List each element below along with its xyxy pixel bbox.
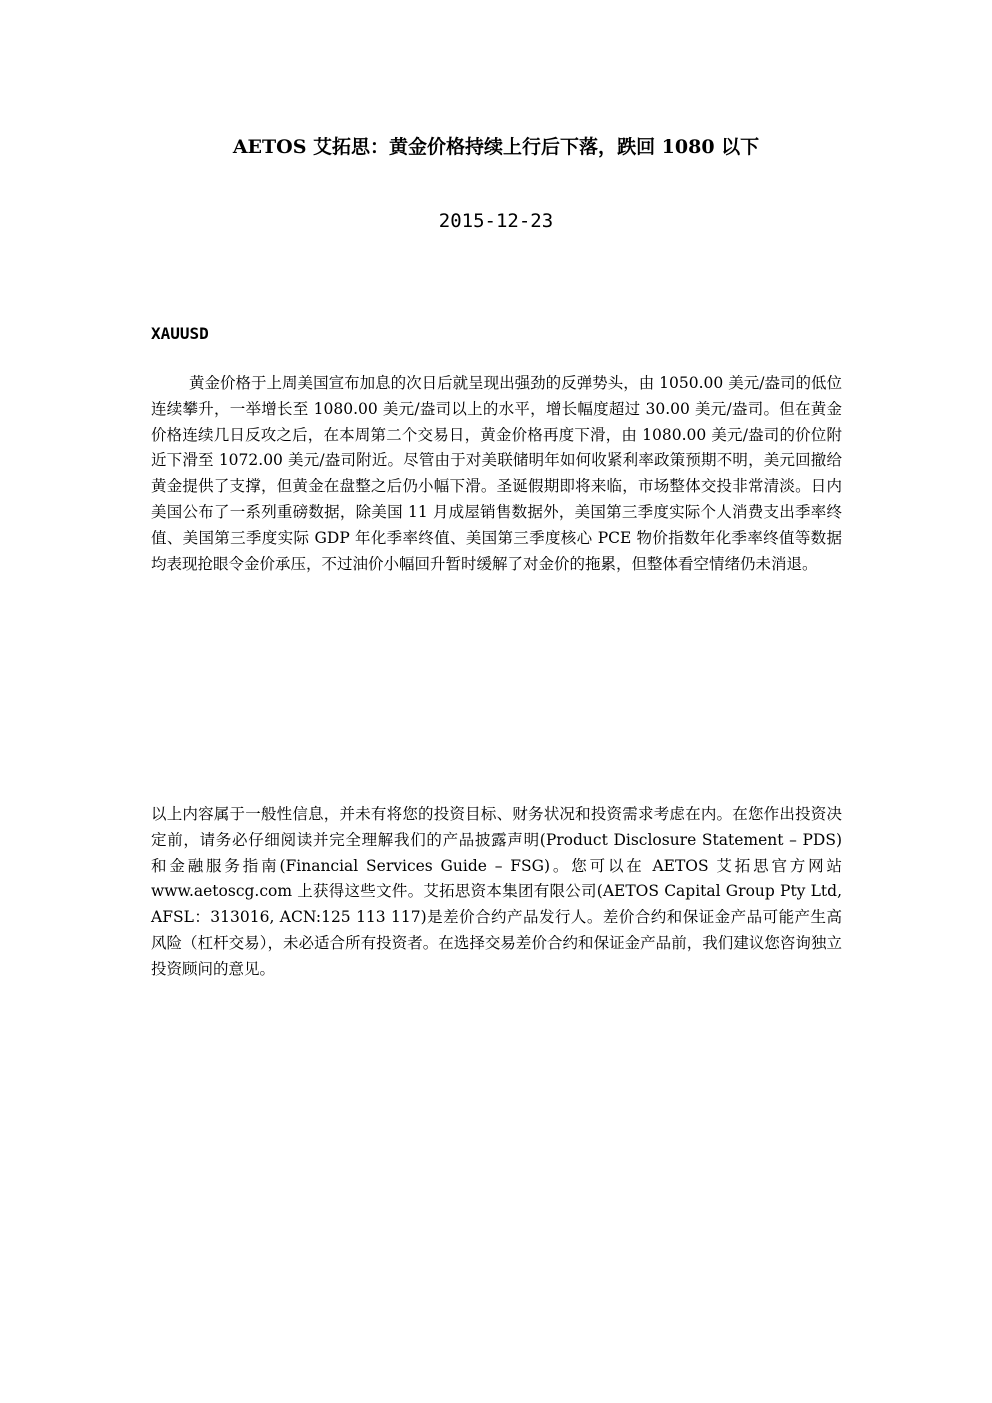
- document-title: AETOS 艾拓思：黄金价格持续上行后下落，跌回 1080 以下: [232, 136, 760, 158]
- article-body: 黄金价格于上周美国宣布加息的次日后就呈现出强劲的反弹势头，由 1050.00 美元/盎司的低位连续攀升，一举增长至 1080.00 美元/盎司以上的水平，增长幅度超过 30.00 美元/盎司。但在黄金价格连续几日反攻之后，在本周第二个交易日，黄金价格再度下滑，由 1080.00 美元/盎司的价位附近下滑至 1072.00 美元/盎司附近。尽管由于对美联储明年如何收紧利率政策预期不明，美元回撤给黄金提供了支撑，但黄金在盘整之后仍小幅下滑。圣诞假期即将来临，市场整体交投非常清淡。日内美国公布了一系列重磅数据，除美国 11 月成屋销售数据外，美国第三季度实际个人消费支出季率终值、美国第三季度实际 GDP 年化季率终值、美国第三季度核心 PCE 物价指数年化季率终值等数据均表现抢眼令金价承压，不过油价小幅回升暂时缓解了对金价的拖累，但整体看空情绪仍未消退。: [151, 374, 842, 573]
- instrument-symbol: XAUUSD: [151, 324, 209, 343]
- document-date: 2015-12-23: [438, 210, 554, 232]
- disclaimer-text: 以上内容属于一般性信息，并未有将您的投资目标、财务状况和投资需求考虑在内。在您作出投资决定前，请务必仔细阅读并完全理解我们的产品披露声明(Product Disclosure Statement – PDS) 和金融服务指南(Financial Services Guide – FSG)。您可以在 AETOS 艾拓思官方网站 www.aetoscg.com 上获得这些文件。艾拓思资本集团有限公司(AETOS Capital Group Pty Ltd, AFSL：313016, ACN:125 113 117)是差价合约产品发行人。差价合约和保证金产品可能产生高风险（杠杆交易），未必适合所有投资者。在选择交易差价合约和保证金产品前，我们建议您咨询独立投资顾问的意见。: [151, 805, 842, 978]
